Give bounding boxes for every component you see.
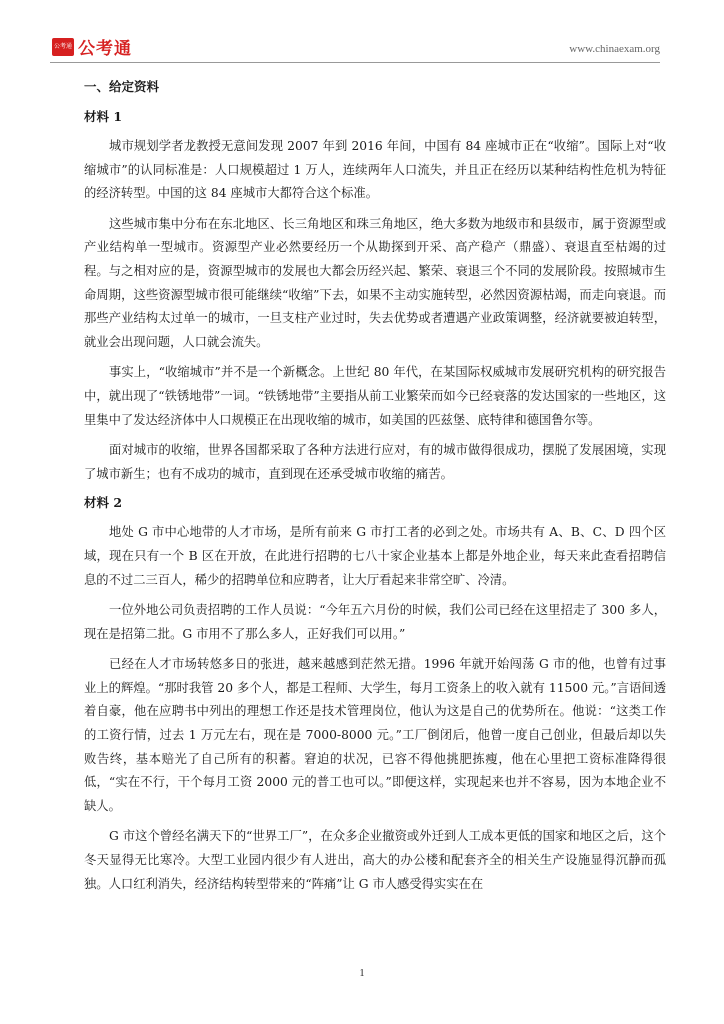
logo bbox=[52, 34, 132, 59]
logo-text: 公考通 bbox=[78, 39, 132, 59]
material-1-paragraph: 这些城市集中分布在东北地区、长三角地区和珠三角地区，绝大多数为地级市和县级市，属于资源型或产业结构单一型城市。资源型产业必然要经历一个从勘探到开采、高产稳产（鼎盛）、衰退直至枯竭的过程。与之相对应的是，资源型城市的发展也大都会历经兴起、繁荣、衰退三个不同的发展阶段。按照城市生命周期，这些资源型城市很可能继续“收缩”下去，如果不主动实施转型，必然因资源枯竭，而走向衰退。而那些产业结构太过单一的城市，一旦支柱产业过时，失去优势或者遭遇产业政策调整，经济就要被迫转型，就业会出现问题，人口就会流失。 bbox=[84, 216, 666, 349]
material-2-paragraph: 地处 G 市中心地带的人才市场，是所有前来 G 市打工者的必到之处。市场共有 A、B、C、D 四个区域，现在只有一个 B 区在开放，在此进行招聘的七八十家企业基本上都是外地企业，每天来此查看招聘信息的不过二三百人，稀少的招聘单位和应聘者，让大厅看起来非常空旷、冷清。 bbox=[84, 525, 666, 587]
material-2-paragraph: 已经在人才市场转悠多日的张进，越来越感到茫然无措。1996 年就开始闯荡 G 市的他，也曾有过事业上的辉煌。“那时我管 20 多个人，都是工程师、大学生，每月工资条上的收入就有 11500 元。”言语间透着自豪，他在应聘书中列出的理想工作还是技术管理岗位，他认为这是自己的优势所在。他说：“这类工作的工资行情，过去 1 万元左右，现在是 7000-8000 元。”工厂倒闭后，他曾一度自己创业，但最后却以失败告终，基本赔光了自己所有的积蓄。窘迫的状况，已容不得他挑肥拣瘦，他在心里把工资标准降得很低，“实在不行，干个每月工资 2000 元的普工也可以。”即便这样，实现起来也并不容易，因为本地企业不缺人。 bbox=[84, 657, 666, 813]
material-1-paragraph: 事实上，“收缩城市”并不是一个新概念。上世纪 80 年代，在某国际权威城市发展研究机构的研究报告中，就出现了“铁锈地带”一词。“铁锈地带”主要指从前工业繁荣而如今已经衰落的发达国家的一些地区，这里集中了发达经济体中人口规模正在出现收缩的城市，如美国的匹兹堡、底特律和德国鲁尔等。 bbox=[84, 365, 666, 427]
material-2-paragraph: G 市这个曾经名满天下的“世界工厂”，在众多企业撤资或外迁到人工成本更低的国家和地区之后，这个冬天显得无比寒冷。大型工业园内很少有人进出，高大的办公楼和配套齐全的相关生产设施显得沉静而孤独。人口红利消失，经济结构转型带来的“阵痛”让 G 市人感受得实实在在 bbox=[84, 829, 666, 891]
page-header bbox=[50, 30, 660, 63]
material-1-title: 材料 1 bbox=[84, 109, 123, 124]
page-number: 1 bbox=[359, 968, 365, 979]
section-heading: 一、给定资料 bbox=[84, 79, 160, 94]
logo-badge-icon: 公考通 bbox=[52, 38, 74, 56]
material-1-paragraph: 面对城市的收缩，世界各国都采取了各种方法进行应对，有的城市做得很成功，摆脱了发展困境，实现了城市新生；也有不成功的城市，直到现在还承受城市收缩的痛苦。 bbox=[84, 443, 666, 481]
material-1-paragraph: 城市规划学者龙教授无意间发现 2007 年到 2016 年间，中国有 84 座城市正在“收缩”。国际上对“收缩城市”的认同标准是：人口规模超过 1 万人，连续两年人口流失，并且正在经历以某种结构性危机为特征的经济转型。中国的这 84 座城市大都符合这个标准。 bbox=[84, 139, 666, 201]
document-body bbox=[84, 77, 666, 896]
site-url: www.chinaexam.org bbox=[569, 43, 660, 55]
material-2-paragraph: 一位外地公司负责招聘的工作人员说：“今年五六月份的时候，我们公司已经在这里招走了 300 多人，现在是招第二批。G 市用不了那么多人，正好我们可以用。” bbox=[84, 603, 666, 641]
material-2-title: 材料 2 bbox=[84, 495, 123, 511]
